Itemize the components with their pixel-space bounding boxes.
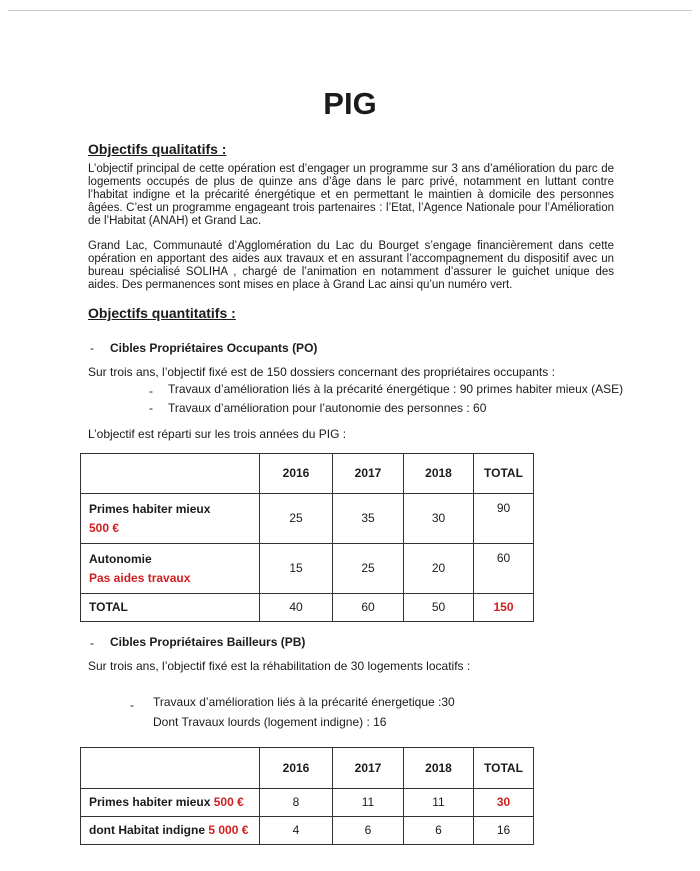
po-table bbox=[80, 453, 534, 622]
cell-total: 150 bbox=[474, 594, 534, 622]
dash-bullet: - bbox=[149, 401, 153, 415]
pb-intro: Sur trois ans, l’objectif fixé est la réhabilitation de 30 logements locatifs : bbox=[88, 659, 471, 673]
cell-total: 30 bbox=[474, 789, 534, 817]
column-header-2018: 2018 bbox=[404, 748, 474, 789]
pb-title: Cibles Propriétaires Bailleurs (PB) bbox=[110, 635, 306, 649]
column-header-2017: 2017 bbox=[333, 454, 404, 494]
cell-2017: 60 bbox=[333, 594, 404, 622]
dash-bullet: - bbox=[90, 636, 94, 650]
pb-bullet-sub: Dont Travaux lourds (logement indigne) : 16 bbox=[153, 715, 387, 729]
cell-2016: 4 bbox=[260, 817, 333, 845]
cell-2017: 25 bbox=[333, 544, 404, 594]
paragraph-grand-lac: Grand Lac, Communauté d’Agglomération du Lac du Bourget s’engage financièrement dans cette opération en apportant des aides aux travaux et en assurant l’accompagnement du dispositif avec un bureau spécialisé SOLIHA , chargé de l’animation en notamment d’assurer le guichet unique des aides. Des permanences sont mises en place à Grand Lac ainsi qu’un numéro vert. bbox=[88, 240, 614, 291]
row-label: Primes habiter mieux bbox=[89, 501, 211, 516]
pb-bullet: Travaux d’amélioration liés à la précarité énergetique :30 bbox=[153, 695, 455, 709]
scan-top-line bbox=[8, 10, 692, 11]
cell-total: 60 bbox=[474, 544, 534, 594]
po-intro: Sur trois ans, l’objectif fixé est de 150 dossiers concernant des propriétaires occupants : bbox=[88, 365, 555, 379]
row-label: Primes habiter mieux bbox=[89, 795, 211, 809]
row-sublabel: Pas aides travaux bbox=[89, 570, 191, 585]
table-corner-cell bbox=[81, 454, 260, 494]
column-header-2016: 2016 bbox=[260, 748, 333, 789]
dash-bullet: - bbox=[90, 341, 94, 355]
cell-2018: 30 bbox=[404, 494, 474, 544]
row-label-cell bbox=[81, 544, 260, 594]
table-row bbox=[81, 789, 534, 817]
table-corner-cell bbox=[81, 748, 260, 789]
po-bullet-2: Travaux d’amélioration pour l’autonomie des personnes : 60 bbox=[168, 401, 487, 415]
table-row bbox=[81, 544, 534, 594]
cell-total: 90 bbox=[474, 494, 534, 544]
table-row-total bbox=[81, 594, 534, 622]
cell-2018: 11 bbox=[404, 789, 474, 817]
cell-total: 16 bbox=[474, 817, 534, 845]
column-header-2016: 2016 bbox=[260, 454, 333, 494]
po-bullet-1: Travaux d’amélioration liés à la précarité énergétique : 90 primes habiter mieux (ASE) bbox=[168, 382, 624, 396]
table-header-row bbox=[81, 454, 534, 494]
pb-table bbox=[80, 747, 534, 845]
table-row bbox=[81, 494, 534, 544]
page-title: PIG bbox=[323, 86, 377, 121]
cell-2018: 6 bbox=[404, 817, 474, 845]
cell-2017: 11 bbox=[333, 789, 404, 817]
row-label: TOTAL bbox=[81, 594, 260, 622]
cell-2016: 8 bbox=[260, 789, 333, 817]
column-header-2017: 2017 bbox=[333, 748, 404, 789]
cell-2018: 20 bbox=[404, 544, 474, 594]
dash-bullet: - bbox=[149, 384, 153, 398]
row-amount: 5 000 € bbox=[208, 823, 249, 837]
dash-bullet: - bbox=[130, 698, 134, 712]
cell-2017: 35 bbox=[333, 494, 404, 544]
row-label-cell bbox=[81, 817, 260, 845]
section-heading-quantitatifs: Objectifs quantitatifs : bbox=[88, 305, 236, 321]
row-label: dont Habitat indigne bbox=[89, 823, 205, 837]
cell-2016: 40 bbox=[260, 594, 333, 622]
cell-2016: 15 bbox=[260, 544, 333, 594]
cell-2016: 25 bbox=[260, 494, 333, 544]
row-amount: 500 € bbox=[213, 795, 244, 809]
row-label-cell bbox=[81, 494, 260, 544]
column-header-total: TOTAL bbox=[474, 748, 534, 789]
row-label-cell bbox=[81, 789, 260, 817]
po-repartition: L’objectif est réparti sur les trois années du PIG : bbox=[88, 427, 347, 441]
row-sublabel: 500 € bbox=[89, 520, 120, 535]
row-label: Autonomie bbox=[89, 551, 152, 566]
po-title: Cibles Propriétaires Occupants (PO) bbox=[110, 341, 318, 355]
cell-2017: 6 bbox=[333, 817, 404, 845]
table-row bbox=[81, 817, 534, 845]
cell-2018: 50 bbox=[404, 594, 474, 622]
column-header-total: TOTAL bbox=[474, 454, 534, 494]
section-heading-qualitatifs: Objectifs qualitatifs : bbox=[88, 141, 227, 157]
table-header-row bbox=[81, 748, 534, 789]
column-header-2018: 2018 bbox=[404, 454, 474, 494]
paragraph-objectif-principal: L’objectif principal de cette opération est d’engager un programme sur 3 ans d’amélioration du parc de logements occupés de plus de quinze ans d’âge dans le parc privé, notamment en luttant contre l’habitat indigne et la précarité énergétique et en permettant le maintien à domicile des personnes âgées. C’est un programme engageant trois partenaires : l’Etat, l’Agence Nationale pour l’Amélioration de l’Habitat (ANAH) et Grand Lac. bbox=[88, 163, 614, 227]
